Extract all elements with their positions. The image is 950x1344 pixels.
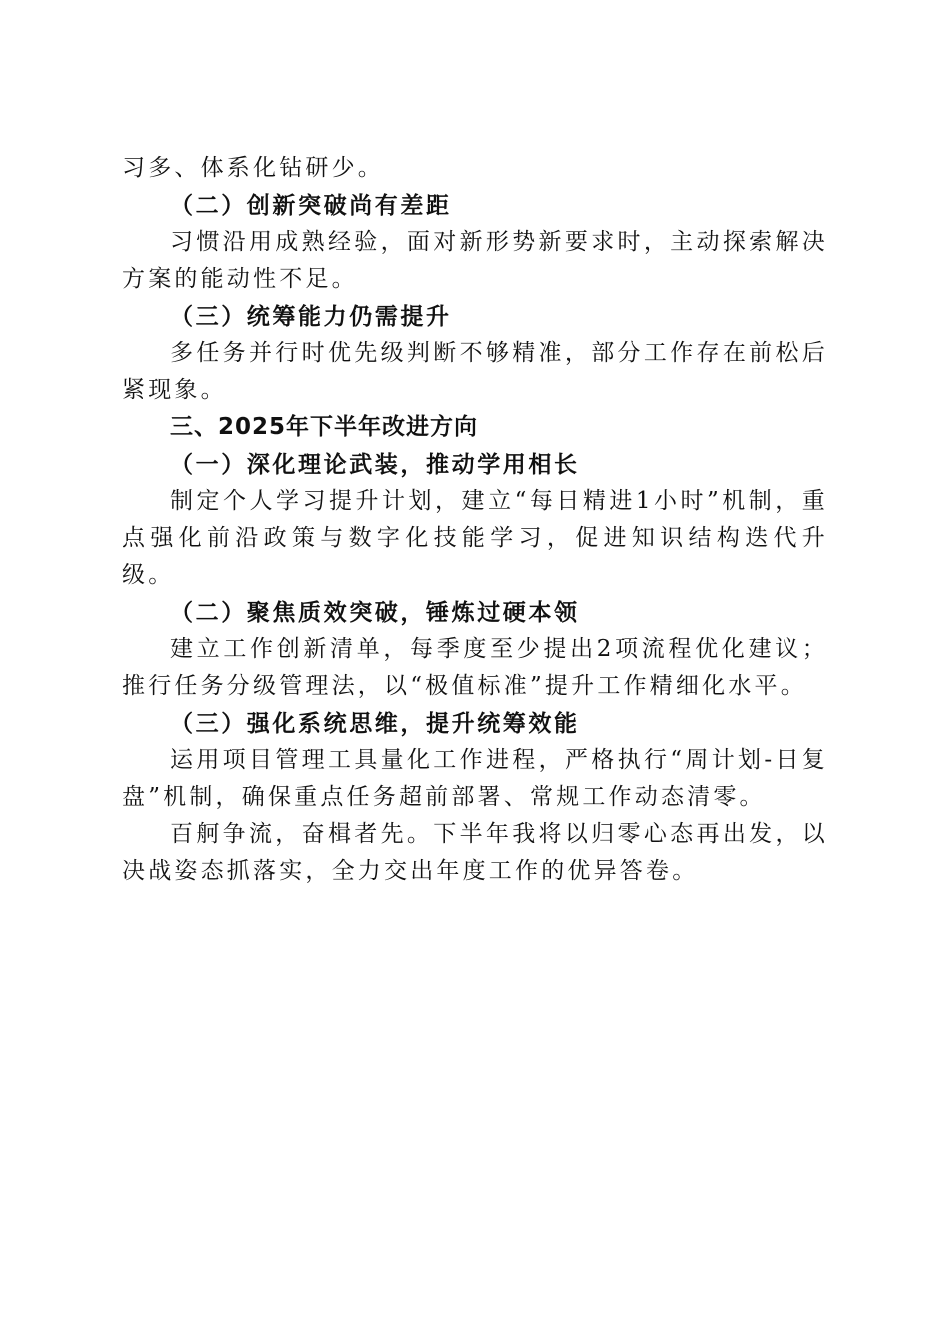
section-heading-improvement-direction: 三、2025年下半年改进方向 <box>170 414 479 440</box>
sub-heading-theory-study: （一）深化理论武装，推动学用相长 <box>170 451 580 478</box>
sub-heading-coordination-ability: （三）统筹能力仍需提升 <box>170 303 452 330</box>
body-paragraph: 运用项目管理工具量化工作进程，严格执行“周计划-日复盘”机制，确保重点任务超前部署、常规工作动态清零。 <box>122 747 828 810</box>
sub-heading-systems-thinking: （三）强化系统思维，提升统筹效能 <box>170 710 580 737</box>
body-paragraph: 多任务并行时优先级判断不够精准，部分工作存在前松后紧现象。 <box>122 340 828 403</box>
sub-heading-innovation-gap: （二）创新突破尚有差距 <box>170 192 452 219</box>
body-paragraph-continued: 习多、体系化钻研少。 <box>122 155 384 181</box>
closing-paragraph: 百舸争流，奋楫者先。下半年我将以归零心态再出发，以决战姿态抓落实，全力交出年度工作的优异答卷。 <box>122 821 828 884</box>
document-body <box>122 150 828 890</box>
sub-heading-quality-efficiency: （二）聚焦质效突破，锤炼过硬本领 <box>170 599 580 626</box>
body-paragraph: 习惯沿用成熟经验，面对新形势新要求时，主动探索解决方案的能动性不足。 <box>122 229 828 292</box>
body-paragraph: 建立工作创新清单，每季度至少提出2项流程优化建议；推行任务分级管理法，以“极值标准”提升工作精细化水平。 <box>122 636 828 699</box>
body-paragraph: 制定个人学习提升计划，建立“每日精进1小时”机制，重点强化前沿政策与数字化技能学习，促进知识结构迭代升级。 <box>122 488 828 588</box>
